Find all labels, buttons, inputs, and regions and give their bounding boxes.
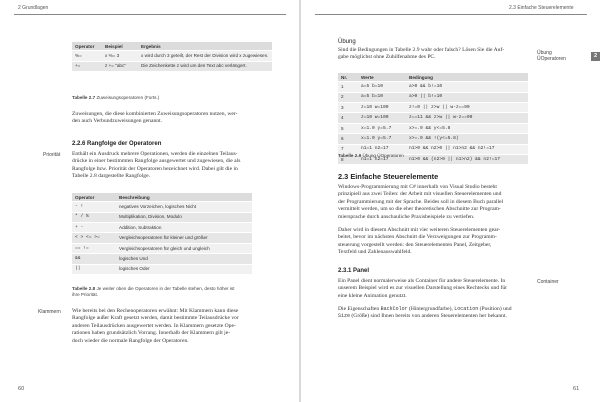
margin-note-line: ÜOperatoren — [537, 56, 566, 62]
table-cell: logisches Und — [116, 254, 252, 264]
caption-label: Tabelle 2.8 — [72, 286, 96, 291]
column-header: Beschreibung — [116, 193, 252, 202]
table-cell: && — [72, 254, 116, 264]
left-page — [0, 0, 299, 402]
text-line: Sind die Bedingungen in Tabelle 2.9 wahr oder falsch? Lösen Sie die Auf- — [338, 47, 505, 53]
table-cell: 7 — [338, 144, 358, 154]
table-cell: + - — [72, 222, 116, 232]
table-cell: x=1.0 y=5.7 — [358, 134, 406, 144]
table-caption — [338, 153, 404, 159]
text-line: Textfeld und Zahlenauswahlfeld. — [338, 249, 412, 256]
paragraph — [338, 278, 532, 300]
text-line: Zuweisungen, die diese kombinierten Zuweisungsoperatoren nutzen, wer- — [72, 111, 238, 117]
code-term: Size — [338, 313, 351, 320]
text-line: Daher wird in diesem Abschnitt mit vier weiteren Steuerelementen gear- — [338, 227, 501, 233]
table-row — [338, 113, 528, 123]
text-line: steuerung vorgestellt werden: den Steuerelementen Panel, Zeitgeber, — [338, 241, 492, 248]
table-cell: 1 — [338, 82, 358, 92]
table-cell: a=5 b=10 — [358, 82, 406, 92]
table-cell: 5 — [338, 123, 358, 133]
table-row — [72, 202, 252, 212]
text-line: rationen haben grundsätzlich Vorrang. Innerhalb der Klammern gilt je- — [72, 330, 231, 337]
column-header: Operator — [72, 193, 116, 202]
text-line: eine kleine Animation genutzt. — [338, 292, 407, 299]
margin-note: Klammern — [38, 309, 61, 315]
caption-text: Je weiter oben die Operatoren in der Tabelle stehen, desto höher ist — [96, 286, 235, 291]
paragraph — [338, 184, 532, 221]
table-row — [338, 102, 528, 112]
table-row — [72, 264, 252, 274]
table-cell: * / % — [72, 212, 116, 222]
text-line: Wie bereits bei den Rechenoperatoren erwähnt: Mit Klammern kann diese — [72, 308, 239, 314]
table-cell: z += "abc" — [102, 61, 138, 71]
table-cell: || — [72, 264, 116, 274]
text-line: Windows-Programmierung mit C# innerhalb von Visual Studio besteht — [338, 184, 497, 190]
table-row — [72, 233, 252, 243]
header-rule — [14, 14, 286, 15]
text-line: Rangfolge außer Kraft gesetzt werden, damit bestimmte Teilausdrücke vor — [72, 315, 239, 322]
caption-label: Tabelle 2.7 — [72, 95, 96, 100]
margin-note: Container — [537, 279, 559, 285]
paragraph — [72, 151, 284, 181]
text-line: gabe möglichst ohne Zuhilfenahme des PC. — [338, 54, 436, 61]
table-row — [338, 92, 528, 102]
table-cell: Vergleichsoperatoren für gleich und ungleich — [116, 243, 252, 253]
chapter-tab: 2 — [591, 52, 600, 61]
table-cell: x=1.0 y=5.7 — [358, 123, 406, 133]
table-cell: Die Zeichenkette z wird um den Text abc verlängert. — [138, 61, 272, 71]
exercise-title: Übung — [338, 39, 356, 45]
table-cell: a=5 b=10 — [358, 92, 406, 102]
text-line: der Programmierung mit der Sprache. Beides soll in diesem Buch parallel — [338, 198, 504, 205]
table-cell: Multiplikation, Division, Modulo — [116, 212, 252, 222]
table-cell: n1=1 n2=17 — [358, 154, 406, 164]
paragraph — [72, 308, 284, 345]
margin-note: Priorität — [43, 152, 61, 158]
text-line: Enthält ein Ausdruck mehrere Operationen, werden die einzelnen Teilaus- — [72, 151, 238, 157]
table-cell: < > <= >= — [72, 233, 116, 243]
table-cell: n1=1 n2=17 — [358, 144, 406, 154]
code-term: Location — [454, 306, 479, 312]
table-cell: 6 — [338, 134, 358, 144]
table-row — [72, 254, 252, 264]
text-line: den auch Verbundzuweisungen genannt. — [72, 118, 162, 125]
text-line: doch wieder die normale Rangfolge der Operatoren. — [72, 337, 189, 344]
text-line — [338, 313, 532, 320]
table-cell: a>0 || b!=10 — [406, 92, 528, 102]
table-cell: += — [72, 61, 102, 71]
text-line: vermittelt werden, um so die eher theoretischen Abschnitte zur Program- — [338, 206, 501, 213]
table-cell: z==11 && z>w || w-z==90 — [406, 113, 528, 123]
table-cell: z=10 w=100 — [358, 113, 406, 123]
column-header: Bedingung — [406, 73, 528, 82]
subsection-heading: 2.3.1 Panel — [338, 268, 370, 274]
text-line: drücke in einer bestimmten Rangfolge ausgewertet und zugewiesen, die als — [72, 158, 241, 165]
table-cell: - ! — [72, 202, 116, 212]
caption-text: ihre Priorität. — [72, 292, 99, 297]
right-page — [301, 0, 600, 402]
table-row — [338, 134, 528, 144]
table-row — [338, 82, 528, 92]
code-term: BackColor — [380, 306, 408, 312]
section-heading: 2.2.6 Rangfolge der Operatoren — [72, 141, 162, 147]
caption-label: Tabelle 2.9 — [338, 153, 362, 158]
table-cell: x>=.9 && y<=5.8 — [406, 123, 528, 133]
text-line: unserem Beispiel wird es zur visuellen Darstellung eines Rechtecks und für — [338, 285, 508, 292]
table-cell: n1>0 && n2>0 || n1>n2 && n2!=17 — [406, 144, 528, 154]
text-line: miersprache durch anschauliche Praxisbeispiele zu vertiefen. — [338, 213, 475, 220]
column-header: Nr. — [338, 73, 358, 82]
table-cell: Addition, Subtraktion — [116, 222, 252, 232]
table-cell: n1>0 && (n2>0 || n1>n2) && n2!=17 — [406, 154, 528, 164]
table-cell: x wird durch 3 geteilt, der Rest der Division wird x zugewiesen. — [138, 51, 272, 61]
text-line: Tabelle 2.8 dargestellte Rangfolge. — [72, 173, 150, 180]
column-header: Ergebnis — [138, 42, 272, 51]
page-number: 61 — [573, 386, 580, 392]
text-run: (Position) und — [478, 306, 512, 312]
column-header: Werte — [358, 73, 406, 82]
text-run: (Hintergrundfarbe), — [407, 306, 455, 312]
caption-text: Zuweisungsoperatoren (Forts.) — [96, 95, 160, 100]
caption-text: Übung ÜOperatoren — [362, 153, 404, 158]
table-exercise-conditions — [338, 73, 528, 165]
text-line: beitet, bevor im nächsten Abschnitt die Verzweigungen zur Programm- — [338, 234, 497, 241]
table-cell: %= — [72, 51, 102, 61]
table-cell: 8 — [338, 154, 358, 164]
table-cell: == != — [72, 243, 116, 253]
text-line: Ein Panel dient normalerweise als Container für andere Steuerelemente. In — [338, 278, 506, 284]
column-header: Operator — [72, 42, 102, 51]
table-cell: logisches Oder — [116, 264, 252, 274]
table-row — [72, 51, 272, 61]
table-row — [72, 212, 252, 222]
table-caption — [72, 95, 159, 101]
text-line: prinzipiell aus zwei Teilen: der Arbeit mit visuellen Steuerelementen und — [338, 191, 502, 198]
table-cell: 4 — [338, 113, 358, 123]
text-run: Die Eigenschaften — [338, 306, 381, 312]
header-rule — [315, 14, 587, 15]
table-row — [72, 222, 252, 232]
paragraph — [338, 306, 532, 321]
paragraph — [72, 111, 282, 126]
table-cell: z!=0 || z>w || w-z==90 — [406, 102, 528, 112]
section-heading: 2.3 Einfache Steuerelemente — [338, 172, 439, 181]
running-header: 2 Grundlagen — [18, 5, 49, 11]
table-operator-precedence — [72, 193, 252, 275]
paragraph — [338, 227, 532, 257]
text-run: (Größe) sind Ihnen bereits von anderen Steuerelementen her bekannt. — [350, 313, 507, 320]
table-cell: a>0 && b!=10 — [406, 82, 528, 92]
text-line: anderen Teilausdrücken ausgewertet werden. In Klammern gesetzte Ope- — [72, 322, 236, 329]
table-row — [72, 61, 272, 71]
paragraph — [338, 47, 528, 62]
column-header: Beispiel — [102, 42, 138, 51]
table-cell: x>=.9 && !(y<=5.8) — [406, 134, 528, 144]
table-cell: 3 — [338, 102, 358, 112]
table-row — [338, 123, 528, 133]
table-cell: z=10 w=100 — [358, 102, 406, 112]
table-cell: 2 — [338, 92, 358, 102]
table-caption — [72, 286, 282, 298]
running-header: 2.3 Einfache Steuerelemente — [509, 5, 574, 11]
margin-note — [537, 50, 566, 62]
table-cell: Vergleichsoperatoren für kleiner und größer — [116, 233, 252, 243]
table-cell: x %= 3 — [102, 51, 138, 61]
table-assignment-operators — [72, 42, 272, 72]
table-cell: negatives Vorzeichen, logisches Nicht — [116, 202, 252, 212]
page-number: 60 — [18, 386, 25, 392]
margin-note-line: Übung — [537, 50, 552, 56]
table-row — [72, 243, 252, 253]
text-line: Rangfolge bzw. Priorität der Operatoren bezeichnet wird. Dabei gilt die in — [72, 165, 238, 172]
